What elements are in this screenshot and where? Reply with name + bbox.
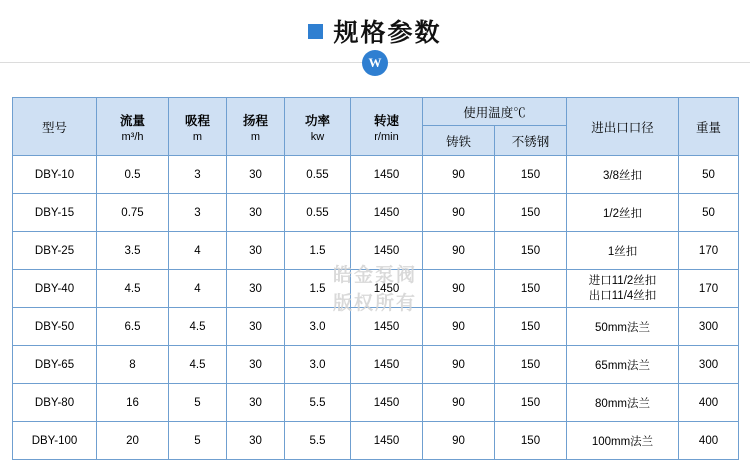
cell-weight: 400 xyxy=(679,384,739,422)
cell-suction: 4.5 xyxy=(169,346,227,384)
cell-lift: 30 xyxy=(227,346,285,384)
cell-flow: 20 xyxy=(97,422,169,460)
cell-flow: 8 xyxy=(97,346,169,384)
cell-cast-iron: 90 xyxy=(423,270,495,308)
spec-table xyxy=(12,97,739,460)
cell-stainless: 150 xyxy=(495,232,567,270)
cell-cast-iron: 90 xyxy=(423,194,495,232)
cell-port-line2: 出口11/4丝扣 xyxy=(588,289,657,302)
cell-stainless: 150 xyxy=(495,308,567,346)
cell-stainless: 150 xyxy=(495,346,567,384)
cell-model: DBY-50 xyxy=(13,308,97,346)
column-header-flow xyxy=(97,98,169,156)
cell-speed: 1450 xyxy=(351,156,423,194)
cell-cast-iron: 90 xyxy=(423,156,495,194)
watermark-line-2: 版权所有 xyxy=(332,292,418,314)
cell-power: 1.5 xyxy=(285,232,351,270)
table-body xyxy=(13,156,739,460)
cell-model: DBY-65 xyxy=(13,346,97,384)
cell-stainless: 150 xyxy=(495,270,567,308)
cell-stainless: 150 xyxy=(495,194,567,232)
cell-speed: 1450 xyxy=(351,422,423,460)
blue-square-icon xyxy=(308,24,323,39)
cell-suction: 4.5 xyxy=(169,308,227,346)
logo-band xyxy=(0,55,750,97)
cell-speed: 1450 xyxy=(351,308,423,346)
cell-suction: 5 xyxy=(169,384,227,422)
cell-weight: 170 xyxy=(679,270,739,308)
column-header-speed-label: 转速 xyxy=(373,113,399,128)
cell-port: 3/8丝扣 xyxy=(567,156,679,194)
column-header-temperature: 使用温度℃ xyxy=(423,98,567,126)
cell-flow: 0.5 xyxy=(97,156,169,194)
column-header-lift xyxy=(227,98,285,156)
column-header-suction xyxy=(169,98,227,156)
table-row xyxy=(13,422,739,460)
cell-port: 50mm法兰 xyxy=(567,308,679,346)
column-header-lift-label: 扬程 xyxy=(242,113,268,128)
page-title: 规格参数 xyxy=(333,19,442,47)
cell-speed: 1450 xyxy=(351,232,423,270)
cell-suction: 4 xyxy=(169,270,227,308)
cell-port: 80mm法兰 xyxy=(567,384,679,422)
cell-model: DBY-25 xyxy=(13,232,97,270)
cell-power: 1.5 xyxy=(285,270,351,308)
cell-power: 0.55 xyxy=(285,194,351,232)
cell-stainless: 150 xyxy=(495,156,567,194)
cell-power: 0.55 xyxy=(285,156,351,194)
column-header-suction-unit: m xyxy=(192,130,203,143)
cell-port: 65mm法兰 xyxy=(567,346,679,384)
cell-cast-iron: 90 xyxy=(423,384,495,422)
cell-port: 100mm法兰 xyxy=(567,422,679,460)
column-header-flow-label: 流量 xyxy=(119,113,145,128)
cell-weight: 400 xyxy=(679,422,739,460)
column-header-stainless: 不锈钢 xyxy=(495,126,567,156)
table-header-row-1 xyxy=(13,98,739,126)
cell-power: 3.0 xyxy=(285,346,351,384)
cell-port: 1丝扣 xyxy=(567,232,679,270)
table-row xyxy=(13,384,739,422)
cell-flow: 16 xyxy=(97,384,169,422)
cell-lift: 30 xyxy=(227,308,285,346)
cell-suction: 4 xyxy=(169,232,227,270)
cell-port: 1/2丝扣 xyxy=(567,194,679,232)
cell-weight: 300 xyxy=(679,346,739,384)
cell-weight: 50 xyxy=(679,156,739,194)
cell-suction: 5 xyxy=(169,422,227,460)
table-row xyxy=(13,270,739,308)
cell-stainless: 150 xyxy=(495,422,567,460)
cell-port-line1: 进口11/2丝扣 xyxy=(588,275,657,288)
cell-model: DBY-15 xyxy=(13,194,97,232)
circular-logo-badge: W xyxy=(362,50,388,76)
table-head xyxy=(13,98,739,156)
cell-lift: 30 xyxy=(227,422,285,460)
cell-weight: 170 xyxy=(679,232,739,270)
cell-power: 5.5 xyxy=(285,422,351,460)
cell-model: DBY-40 xyxy=(13,270,97,308)
cell-model: DBY-80 xyxy=(13,384,97,422)
cell-lift: 30 xyxy=(227,384,285,422)
spec-table-wrapper xyxy=(0,97,750,460)
cell-weight: 50 xyxy=(679,194,739,232)
column-header-power xyxy=(285,98,351,156)
column-header-suction-label: 吸程 xyxy=(184,113,210,128)
table-row xyxy=(13,308,739,346)
cell-cast-iron: 90 xyxy=(423,232,495,270)
watermark-line-1: 皓金泵阀 xyxy=(332,265,418,286)
column-header-speed-unit: r/min xyxy=(374,130,399,143)
cell-speed: 1450 xyxy=(351,384,423,422)
column-header-cast-iron: 铸铁 xyxy=(423,126,495,156)
cell-speed: 1450 xyxy=(351,346,423,384)
cell-port xyxy=(567,270,679,308)
cell-flow: 6.5 xyxy=(97,308,169,346)
cell-suction: 3 xyxy=(169,156,227,194)
cell-lift: 30 xyxy=(227,156,285,194)
cell-power: 5.5 xyxy=(285,384,351,422)
cell-lift: 30 xyxy=(227,194,285,232)
column-header-power-label: 功率 xyxy=(304,113,330,128)
table-row xyxy=(13,156,739,194)
column-header-model: 型号 xyxy=(13,98,97,156)
cell-model: DBY-100 xyxy=(13,422,97,460)
table-row xyxy=(13,194,739,232)
cell-speed: 1450 xyxy=(351,194,423,232)
cell-lift: 30 xyxy=(227,270,285,308)
cell-lift: 30 xyxy=(227,232,285,270)
column-header-weight: 重量 xyxy=(679,98,739,156)
cell-speed: 1450 xyxy=(351,270,423,308)
cell-flow: 4.5 xyxy=(97,270,169,308)
table-row xyxy=(13,346,739,384)
column-header-speed xyxy=(351,98,423,156)
cell-flow: 3.5 xyxy=(97,232,169,270)
cell-cast-iron: 90 xyxy=(423,422,495,460)
cell-weight: 300 xyxy=(679,308,739,346)
cell-suction: 3 xyxy=(169,194,227,232)
column-header-flow-unit: m³/h xyxy=(121,130,144,143)
cell-flow: 0.75 xyxy=(97,194,169,232)
cell-cast-iron: 90 xyxy=(423,346,495,384)
column-header-power-unit: kw xyxy=(310,130,325,143)
cell-cast-iron: 90 xyxy=(423,308,495,346)
column-header-lift-unit: m xyxy=(250,130,261,143)
cell-model: DBY-10 xyxy=(13,156,97,194)
cell-power: 3.0 xyxy=(285,308,351,346)
column-header-port: 进出口口径 xyxy=(567,98,679,156)
cell-stainless: 150 xyxy=(495,384,567,422)
table-row xyxy=(13,232,739,270)
